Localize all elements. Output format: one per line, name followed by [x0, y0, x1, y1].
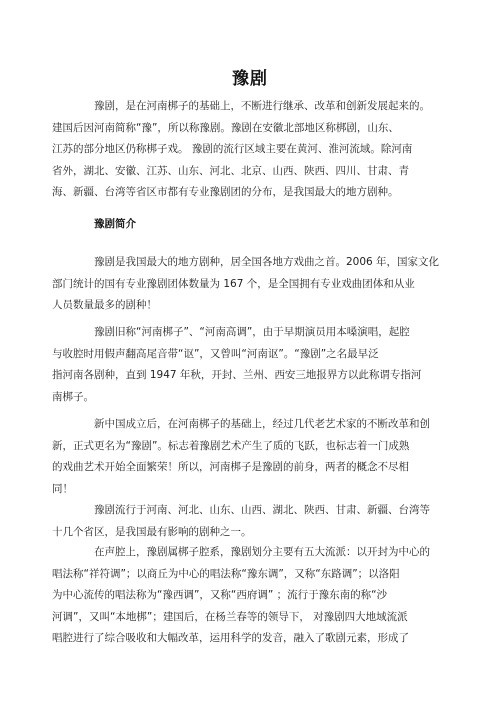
text-line: 与收腔时用假声翻高尾音带“讴”，又曾叫“河南讴”。“豫剧”之名最早泛 [52, 347, 379, 360]
text-line: 豫剧，是在河南梆子的基础上，不断进行继承、改革和创新发展起来的。 [94, 100, 430, 112]
paragraph-3 [52, 414, 452, 500]
text-line: 唱腔进行了综合吸收和大幅改革，运用科学的发音，融入了歌剧元素，形成了 [52, 632, 409, 644]
text-line: 为中心流传的唱法称为“豫西调”，又称“西府调” ；流行于豫东南的称“沙 [52, 589, 388, 601]
text-line: 新，正式更名为“豫剧”。标志着豫剧艺术产生了质的飞跃，也标志着一门成熟 [52, 439, 410, 452]
text-line: 豫剧流行于河南、河北、山东、山西、湖北、陕西、甘肃、新疆、台湾等 [94, 504, 430, 516]
text-line: 江苏的部分地区仍称梆子戏。 豫剧的流行区域主要在黄河、淮河流域。除河南 [52, 143, 413, 155]
text-line: 南梆子。 [52, 390, 94, 403]
text-line: 新中国成立后，在河南梆子的基础上，经过几代老艺术家的不断改革和创 [94, 418, 430, 430]
paragraph-2 [52, 322, 452, 408]
section-heading: 豫剧简介 [94, 218, 136, 230]
paragraph-1 [52, 252, 452, 317]
text-line: 十几个省区，是我国最有影响的剧种之一。 [52, 525, 252, 538]
text-line: 在声腔上，豫剧属梆子腔系，豫剧划分主要有五大流派：以开封为中心的 [94, 546, 430, 558]
document-title: 豫剧 [232, 69, 268, 89]
intro-paragraph [52, 96, 452, 204]
text-line: 唱法称“祥符调”；以商丘为中心的唱法称“豫东调”，又称“东路调”；以洛阳 [52, 567, 400, 580]
text-line: 河调”，又叫“本地梆”；建国后，在杨兰春等的领导下， 对豫剧四大地域流派 [52, 610, 408, 623]
text-line: 的戏曲艺术开始全面繁荣！所以，河南梆子是豫剧的前身，两者的概念不尽相 [52, 461, 409, 473]
paragraph-5 [52, 542, 452, 650]
text-line: 豫剧旧称“河南梆子”、“河南高调”，由于早期演员用本嗓演唱，起腔 [94, 326, 410, 338]
text-line: 人员数量最多的剧种！ [52, 299, 157, 311]
paragraph-4 [52, 500, 452, 543]
text-line: 建国后因河南简称“豫”，所以称豫剧。豫剧在安徽北部地区称梆剧，山东、 [52, 121, 399, 134]
text-line: 省外，湖北、安徽、江苏、山东、河北、北京、山西、陕西、四川、甘肃、青 [52, 164, 409, 177]
text-line: 指河南各剧种，直到 1947 年秋，开封、兰州、西安三地报界方以此称谓专指河 [52, 369, 422, 381]
text-line: 部门统计的国有专业豫剧团体数量为 167 个，是全国拥有专业戏曲团体和从业 [52, 277, 415, 290]
text-line: 豫剧是我国最大的地方剧种，居全国各地方戏曲之首。2006 年，国家文化 [94, 256, 440, 268]
text-line: 海、新疆、台湾等省区市都有专业豫剧团的分布，是我国最大的地方剧种。 [52, 186, 399, 198]
text-line: 同！ [52, 482, 73, 495]
